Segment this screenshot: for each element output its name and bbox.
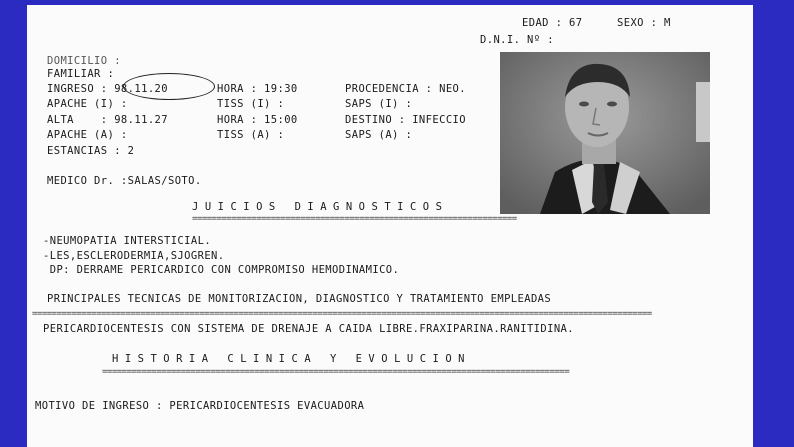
underline-rule: ===============================================================================================	[102, 367, 570, 377]
apache-i-field: APACHE (I) :	[47, 97, 128, 111]
hora-alta-field: HORA : 15:00	[217, 113, 298, 127]
medico-field: MEDICO Dr. :SALAS/SOTO.	[47, 174, 202, 188]
edad-field: EDAD : 67	[522, 16, 583, 30]
tecnicas-title: PRINCIPALES TECNICAS DE MONITORIZACION, DIAGNOSTICO Y TRATAMIENTO EMPLEADAS	[47, 292, 552, 306]
saps-a-field: SAPS (A) :	[345, 128, 413, 142]
saps-i-field: SAPS (I) :	[345, 97, 413, 111]
estancias-field: ESTANCIAS : 2	[47, 144, 135, 158]
underline-rule: ==============================================================================================================================	[32, 309, 652, 319]
dni-field: D.N.I. Nº :	[480, 33, 554, 47]
tiss-a-field: TISS (A) :	[217, 128, 285, 142]
tecnicas-text: PERICARDIOCENTESIS CON SISTEMA DE DRENAJE A CAIDA LIBRE.FRAXIPARINA.RANITIDINA.	[43, 322, 575, 336]
sexo-field: SEXO : M	[617, 16, 671, 30]
patient-photo	[500, 52, 710, 214]
diagnosis-item: -LES,ESCLERODERMIA,SJOGREN.	[43, 249, 225, 263]
motivo-field: MOTIVO DE INGRESO : PERICARDIOCENTESIS EVACUADORA	[35, 399, 365, 413]
underline-rule: ==================================================================	[192, 214, 517, 224]
procedencia-field: PROCEDENCIA : NEO.	[345, 82, 466, 96]
diagnosis-item: DP: DERRAME PERICARDICO CON COMPROMISO HEMODINAMICO.	[43, 263, 400, 277]
handwritten-circle	[123, 73, 215, 100]
apache-a-field: APACHE (A) :	[47, 128, 128, 142]
diagnosis-item: -NEUMOPATIA INTERSTICIAL.	[43, 234, 212, 248]
ingreso-field: INGRESO : 98.11.20	[47, 82, 168, 96]
historia-title: HISTORIA CLINICA Y EVOLUCION	[112, 352, 472, 366]
familiar-field: FAMILIAR :	[47, 67, 115, 81]
juicios-title: JUICIOS DIAGNOSTICOS	[192, 200, 449, 214]
alta-field: ALTA : 98.11.27	[47, 113, 168, 127]
tiss-i-field: TISS (I) :	[217, 97, 285, 111]
domicilio-field: DOMICILIO :	[47, 54, 121, 68]
hora-ingreso-field: HORA : 19:30	[217, 82, 298, 96]
document-page	[27, 5, 753, 447]
destino-field: DESTINO : INFECCIO	[345, 113, 466, 127]
